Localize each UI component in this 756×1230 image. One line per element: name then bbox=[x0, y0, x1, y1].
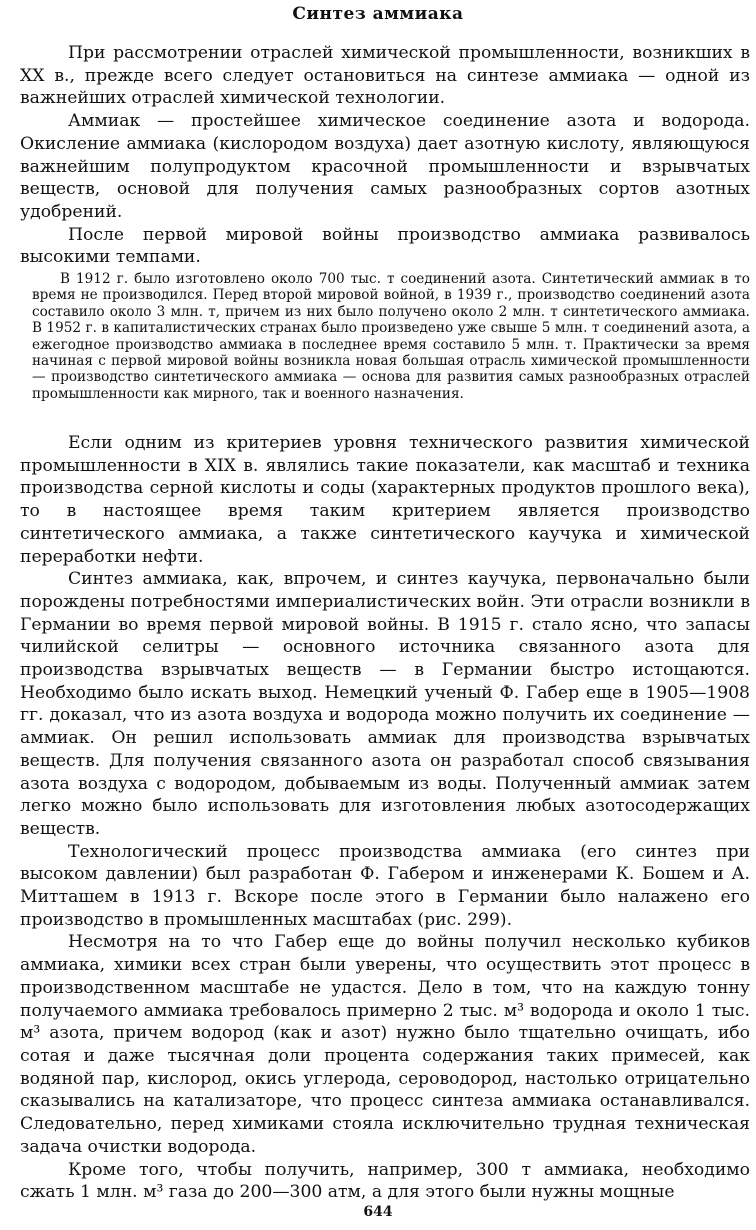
paragraph: Технологический процесс производства аммиака (его синтез при высоком давлении) был разработан Ф. Габером и инженерами К. Бошем и А. Митташем в 1913 г. Вскоре после этого в Германии было налажено его производство в промышленных масштабах (рис. 299). bbox=[20, 841, 750, 930]
paragraph: Синтез аммиака, как, впрочем, и синтез каучука, первоначально были порождены потребностями империалистических войн. Эти отрасли возникли в Германии во время первой мировой войны. В 1915 г. стало ясно, что запасы чилийской селитры — основного источника связанного азота для производства взрывчатых веществ — в Германии быстро истощаются. Необходимо было искать выход. Немецкий ученый Ф. Габер еще в 1905—1908 гг. доказал, что из азота воздуха и водорода можно получить их соединение — аммиак. Он решил использовать аммиак для производства взрывчатых веществ. Для получения связанного азота он разработал способ связывания азота воздуха с водородом, добываемым из воды. Полученный аммиак затем легко можно было использовать для изготовления любых азотосодержащих веществ. bbox=[20, 569, 750, 839]
main-section bbox=[20, 432, 750, 1204]
paragraph: После первой мировой войны производство аммиака развивалось высокими темпами. bbox=[20, 224, 750, 268]
paragraph: Аммиак — простейшее химическое соединение азота и водорода. Окисление аммиака (кислородом воздуха) дает азотную кислоту, являющуюся важнейшим полупродуктом красочной промышленности и взрывчатых веществ, основой для получения самых разнообразных сортов азотных удобрений. bbox=[20, 111, 750, 222]
intro-section bbox=[20, 42, 750, 269]
page-title: Синтез аммиака bbox=[292, 4, 464, 24]
page-number: 644 bbox=[363, 1204, 393, 1220]
paragraph: Если одним из критериев уровня технического развития химической промышленности в XIX в. являлись такие показатели, как масштаб и техника производства серной кислоты и соды (характерных продуктов прошлого века), то в настоящее время таким критерием является производство синтетического аммиака, а также синтетического каучука и химической переработки нефти. bbox=[20, 433, 750, 567]
paragraph: При рассмотрении отраслей химической промышленности, возникших в XX в., прежде всего следует остановиться на синтезе аммиака — одной из важнейших отраслей химической технологии. bbox=[20, 43, 750, 109]
paragraph: Кроме того, чтобы получить, например, 300 т аммиака, необходимо сжать 1 млн. м³ газа до 200—300 атм, а для этого были нужны мощные bbox=[20, 1159, 750, 1203]
small-print-note bbox=[32, 271, 750, 402]
paragraph: Несмотря на то что Габер еще до войны получил несколько кубиков аммиака, химики всех стран были уверены, что осуществить этот процесс в производственном масштабе не удастся. Дело в том, что на каждую тонну получаемого аммиака требовалось примерно 2 тыс. м³ водорода и около 1 тыс. м³ азота, причем водород (как и азот) нужно было тщательно очищать, ибо сотая и даже тысячная доли процента содержания таких примесей, как водяной пар, кислород, окись углерода, сероводород, настолько отрицательно сказывались на катализаторе, что процесс синтеза аммиака останавливался. Следовательно, перед химиками стояла исключительно трудная техническая задача очистки водорода. bbox=[20, 932, 750, 1157]
small-print-paragraph: В 1912 г. было изготовлено около 700 тыс. т соединений азота. Синтетический аммиак в то время не производился. Перед второй мировой войной, в 1939 г., производство соединений азота составило около 3 млн. т, причем из них было получено около 2 млн. т синтетического аммиака. В 1952 г. в капиталистических странах было произведено уже свыше 5 млн. т соединений азота, а ежегодное производство аммиака в последнее время составило 5 млн. т. Практически за время начиная с первой мировой войны возникла новая большая отрасль химической промышленности — производство синтетического аммиака — основа для развития самых разнообразных отраслей промышленности как мирного, так и военного назначения. bbox=[32, 271, 750, 402]
